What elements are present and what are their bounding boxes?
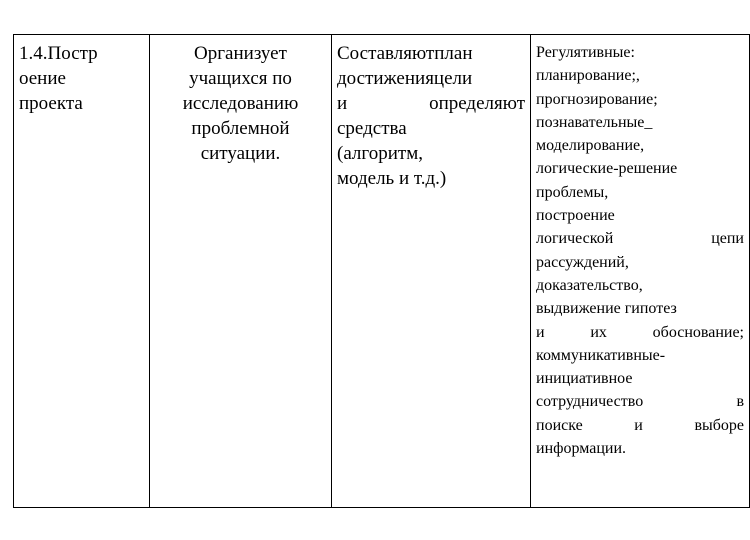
student-activity-line: достиженияцели xyxy=(337,68,473,89)
uud-line: познавательные_ xyxy=(536,113,653,131)
uud-line: инициативное xyxy=(536,370,633,388)
teacher-activity-text: Организует учащихся по исследованию проблемной ситуации. xyxy=(182,43,299,164)
uud-line: и их обоснование; xyxy=(536,323,744,341)
uud-line: поиске и выборе xyxy=(536,416,744,434)
table-row xyxy=(14,35,750,508)
uud-line: логической цепи xyxy=(536,230,744,248)
stage-text: 1.4.Постр оение проекта xyxy=(19,43,98,114)
uud-line: выдвижение гипотез xyxy=(536,300,677,318)
uud-line: рассуждений, xyxy=(536,253,629,271)
uud-line: логические-решение xyxy=(536,160,678,178)
student-activity-line: и определяют xyxy=(337,93,525,114)
uud-line: Регулятивные: xyxy=(536,44,635,61)
uud-line: информации. xyxy=(536,440,627,458)
uud-line: прогнозирование; xyxy=(536,90,658,108)
student-activity-line: Составляютплан xyxy=(337,43,473,64)
student-activity-line: (алгоритм, xyxy=(337,143,423,164)
student-activity-line: средства xyxy=(337,118,407,139)
uud-line: сотрудничество в xyxy=(536,393,744,411)
uud-line: планирование;, xyxy=(536,67,640,85)
student-activity-line: модель и т.д.) xyxy=(337,168,447,189)
uud-line: доказательство, xyxy=(536,276,643,294)
uud-cell xyxy=(531,35,750,508)
lesson-plan-table xyxy=(13,34,750,508)
uud-line: проблемы, xyxy=(536,183,609,201)
uud-line: моделирование, xyxy=(536,137,645,155)
uud-line: построение xyxy=(536,207,615,225)
uud-line: коммуникативные- xyxy=(536,346,666,364)
student-activity-cell xyxy=(332,35,531,508)
stage-cell xyxy=(14,35,150,508)
teacher-activity-cell xyxy=(150,35,332,508)
